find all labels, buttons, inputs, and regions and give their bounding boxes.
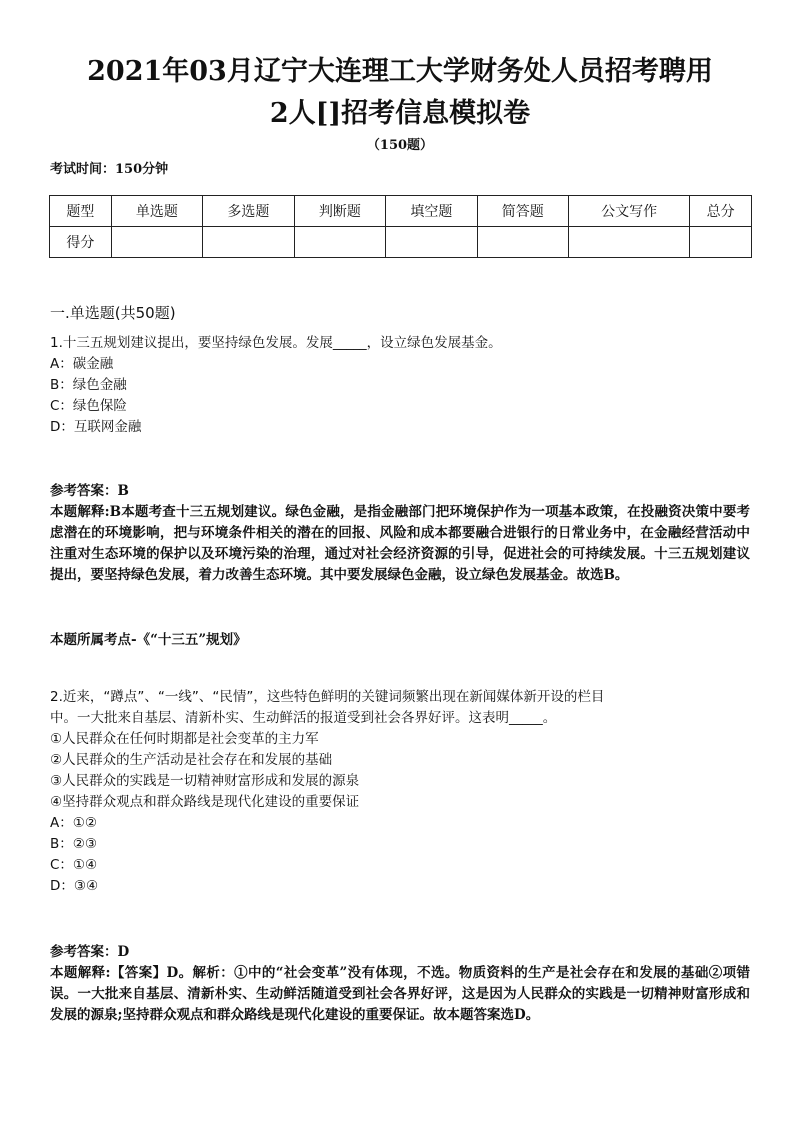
option-c[interactable]: C：绿色保险	[50, 398, 127, 414]
answer-explanation: 本题解释:B本题考查十三五规划建议。绿色金融，是指金融部门把环境保护作为一项基本政策，在投融资决策中要考虑潜在的环境影响，把与环境条件相关的潜在的回报、风险和成本都要融合进银行的日常业务中，在金融经营活动中注重对生态环境的保护以及环境污染的治理，通过对社会经济资源的引导，促进社会的可持续发展。十三五规划建议提出，要坚持绿色发展，着力改善生态环境。其中要发展绿色金融，设立绿色发展基金。故选B。	[50, 504, 750, 583]
question-stem: 1.十三五规划建议提出，要坚持绿色发展。发展_____，设立绿色发展基金。	[50, 335, 502, 351]
question-2-answer-block	[50, 942, 750, 1026]
option-b[interactable]: B：绿色金融	[50, 377, 127, 393]
document-title-line1: 2021年03月辽宁大连理工大学财务处人员招考聘用	[87, 56, 713, 87]
answer-explanation: 本题解释:【答案】D。解析：①中的“社会变革”没有体现，不选。物质资料的生产是社会存在和发展的基础②项错误。一大批来自基层、清新朴实、生动鲜活随道受到社会各界好评，这是因为人民群众的实践是一切精神财富形成和发展的源泉;坚持群众观点和群众路线是现代化建设的重要保证。故本题答案选D。	[50, 965, 750, 1023]
header-cell: 多选题	[203, 196, 294, 227]
option-d[interactable]: D：③④	[50, 878, 99, 894]
score-cell[interactable]	[111, 227, 202, 258]
header-cell: 题型	[50, 196, 112, 227]
answer-key: 参考答案：B	[50, 483, 129, 499]
option-a[interactable]: A：碳金融	[50, 356, 114, 372]
score-cell[interactable]	[203, 227, 294, 258]
answer-key: 参考答案：D	[50, 944, 130, 960]
question-2	[50, 687, 750, 897]
score-table-score-row	[50, 227, 752, 258]
header-cell: 公文写作	[569, 196, 690, 227]
score-cell[interactable]	[690, 227, 752, 258]
row-label-cell: 得分	[50, 227, 112, 258]
header-cell: 简答题	[477, 196, 568, 227]
score-cell[interactable]	[569, 227, 690, 258]
header-cell: 判断题	[294, 196, 385, 227]
statement-1: ①人民群众在任何时期都是社会变革的主力军	[50, 731, 319, 747]
option-a[interactable]: A：①②	[50, 815, 97, 831]
question-1	[50, 333, 750, 438]
header-cell: 填空题	[386, 196, 477, 227]
option-d[interactable]: D：互联网金融	[50, 419, 142, 435]
question-1-answer-block	[50, 481, 750, 586]
statement-2: ②人民群众的生产活动是社会存在和发展的基础	[50, 752, 333, 768]
document-title-line2: 2人[]招考信息模拟卷	[269, 98, 531, 129]
section-title: 一.单选题(共50题)	[50, 304, 176, 322]
score-cell[interactable]	[294, 227, 385, 258]
option-b[interactable]: B：②③	[50, 836, 97, 852]
question-count: （150题）	[366, 138, 434, 153]
header-cell: 总分	[690, 196, 752, 227]
header-cell: 单选题	[111, 196, 202, 227]
score-cell[interactable]	[477, 227, 568, 258]
question-1-knowledge-point: 本题所属考点-《“十三五”规划》	[50, 632, 247, 648]
exam-time: 考试时间：150分钟	[50, 162, 169, 177]
question-stem-line2: 中。一大批来自基层、清新朴实、生动鲜活的报道受到社会各界好评。这表明_____。	[50, 710, 557, 726]
option-c[interactable]: C：①④	[50, 857, 98, 873]
statement-4: ④坚持群众观点和群众路线是现代化建设的重要保证	[50, 794, 360, 810]
score-cell[interactable]	[386, 227, 477, 258]
score-table-header-row	[50, 196, 752, 227]
question-stem-line1: 2.近来，“蹲点”、“一线”、“民情”，这些特色鲜明的关键词频繁出现在新闻媒体新开设的栏目	[50, 689, 605, 705]
statement-3: ③人民群众的实践是一切精神财富形成和发展的源泉	[50, 773, 360, 789]
score-table	[49, 195, 752, 258]
